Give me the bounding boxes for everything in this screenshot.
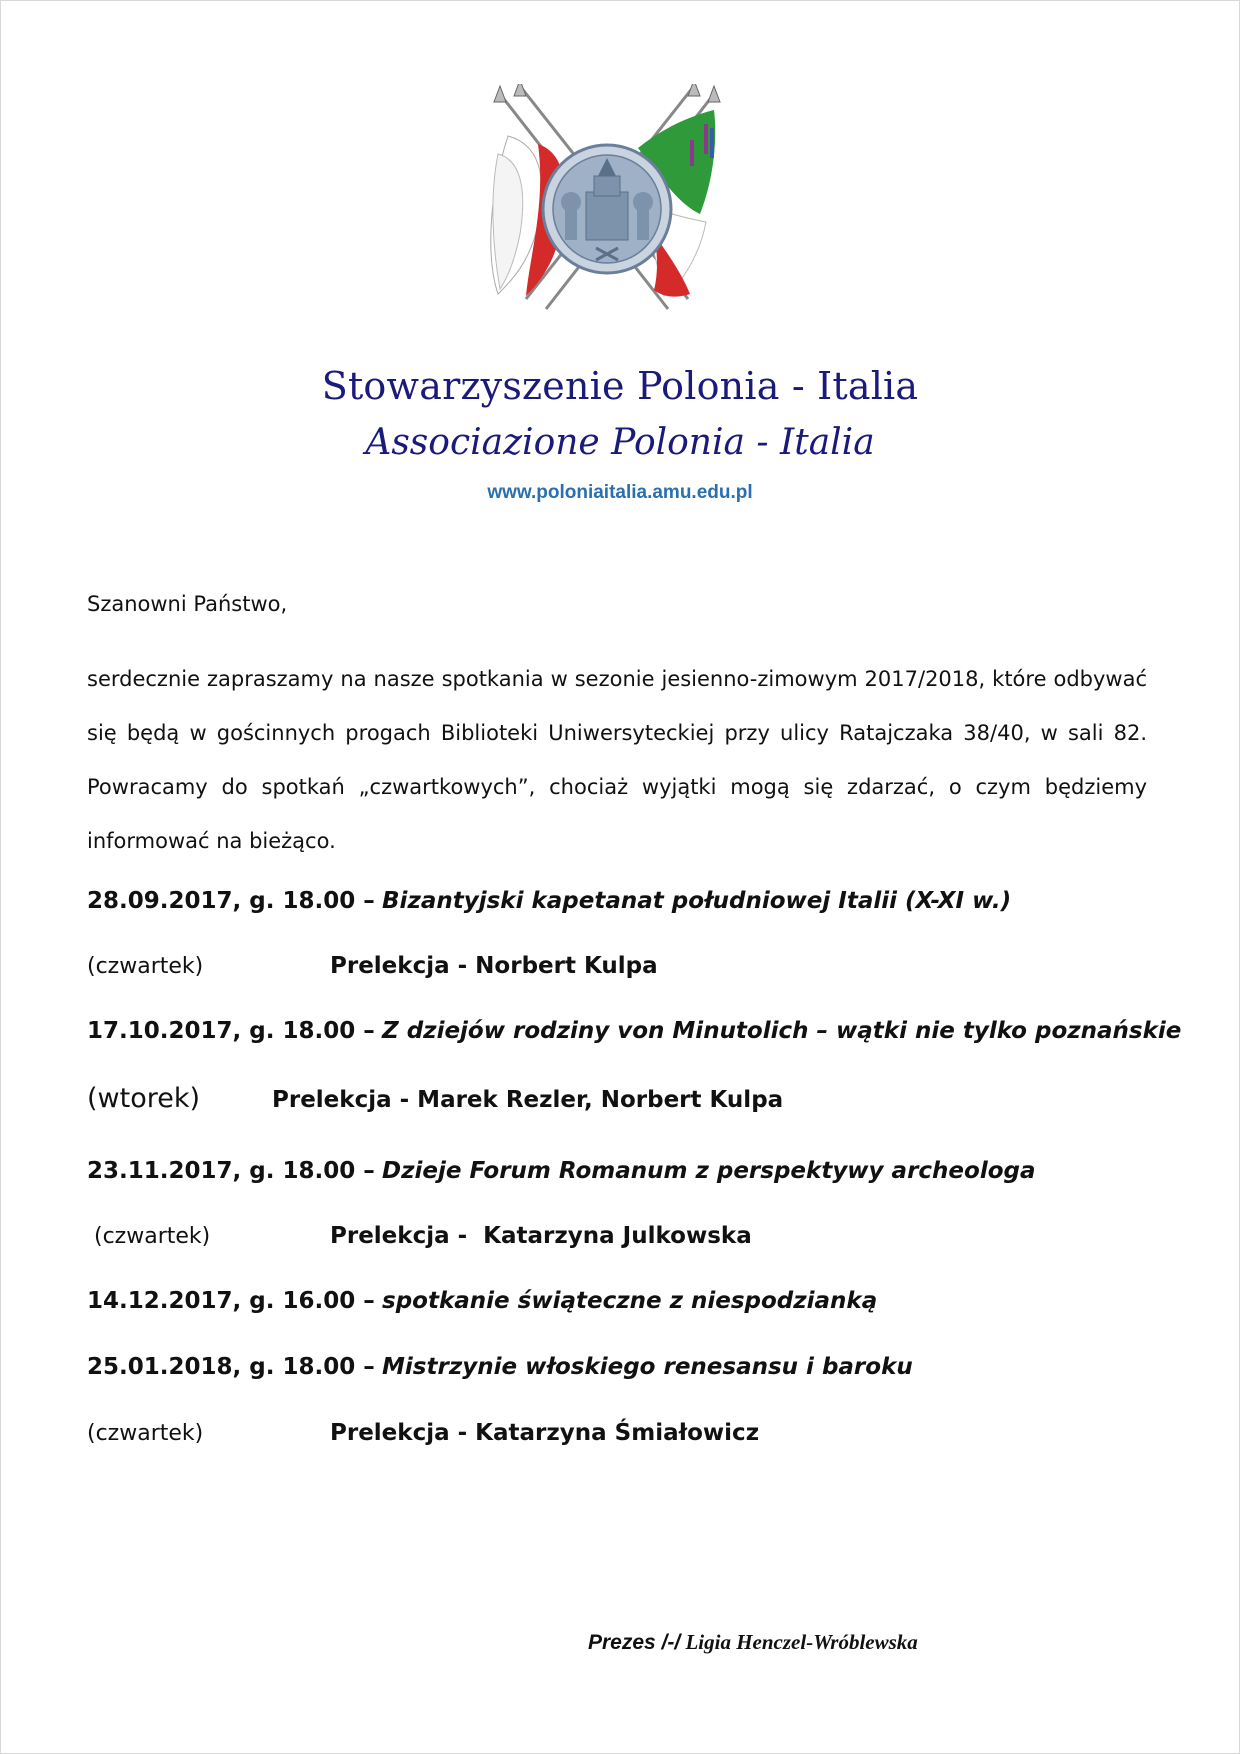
event-date: 25.01.2018, g. 18.00 – — [87, 1354, 375, 1380]
event-date: 14.12.2017, g. 16.00 – — [87, 1288, 375, 1314]
association-title-italian: Associazione Polonia - Italia — [365, 422, 875, 463]
event-row — [87, 1158, 1167, 1184]
event-weekday: (czwartek) — [87, 1224, 211, 1249]
event-title: Dzieje Forum Romanum z perspektywy archeologa — [382, 1158, 1036, 1184]
event-details — [87, 1420, 1167, 1446]
event-lecture: Prelekcja - Katarzyna Julkowska — [330, 1223, 752, 1249]
event-title: Mistrzynie włoskiego renesansu i baroku — [382, 1354, 913, 1380]
event-date: 23.11.2017, g. 18.00 – — [87, 1158, 375, 1184]
event-weekday: (wtorek) — [87, 1083, 201, 1114]
event-title: spotkanie świąteczne z niespodzianką — [382, 1288, 878, 1314]
event-lecture: Prelekcja - Katarzyna Śmiałowicz — [330, 1420, 760, 1446]
event-row — [87, 1354, 1167, 1380]
signature-name: Ligia Henczel-Wróblewska — [685, 1630, 918, 1654]
event-date: 28.09.2017, g. 18.00 – — [87, 888, 375, 914]
event-row — [87, 1288, 1167, 1314]
event-title: Bizantyjski kapetanat południowej Italii (X-XI w.) — [382, 888, 1012, 914]
event-details — [87, 1223, 1167, 1249]
event-lecture: Prelekcja - Norbert Kulpa — [330, 953, 658, 979]
association-logo — [468, 84, 746, 316]
event-weekday: (czwartek) — [87, 954, 204, 979]
event-lecture: Prelekcja - Marek Rezler, Norbert Kulpa — [272, 1087, 784, 1113]
signature-prefix: Prezes /-/ — [588, 1631, 681, 1654]
letter-paragraph: serdecznie zapraszamy na nasze spotkania w sezonie jesienno-zimowym 2017/2018, które odbywać się będą w gościnnych progach Biblioteki Uniwersyteckiej przy ulicy Ratajczaka 38/40, w sali 82. Powracamy do spotkań „czwartkowych”, chociaż wyjątki mogą się zdarzać, o czym będziemy informować na bieżąco. — [87, 667, 1147, 853]
event-details — [87, 1083, 1167, 1114]
event-details — [87, 953, 1167, 979]
event-row — [87, 888, 1167, 914]
signature — [588, 1630, 918, 1655]
event-row — [87, 1018, 1182, 1044]
website-url: www.poloniaitalia.amu.edu.pl — [487, 482, 753, 503]
event-weekday: (czwartek) — [87, 1421, 204, 1446]
letter-greeting: Szanowni Państwo, — [87, 592, 288, 616]
event-title: Z dziejów rodziny von Minutolich – wątki nie tylko poznańskie — [382, 1018, 1182, 1044]
event-date: 17.10.2017, g. 18.00 – — [87, 1018, 375, 1044]
association-title-polish: Stowarzyszenie Polonia - Italia — [321, 364, 919, 408]
